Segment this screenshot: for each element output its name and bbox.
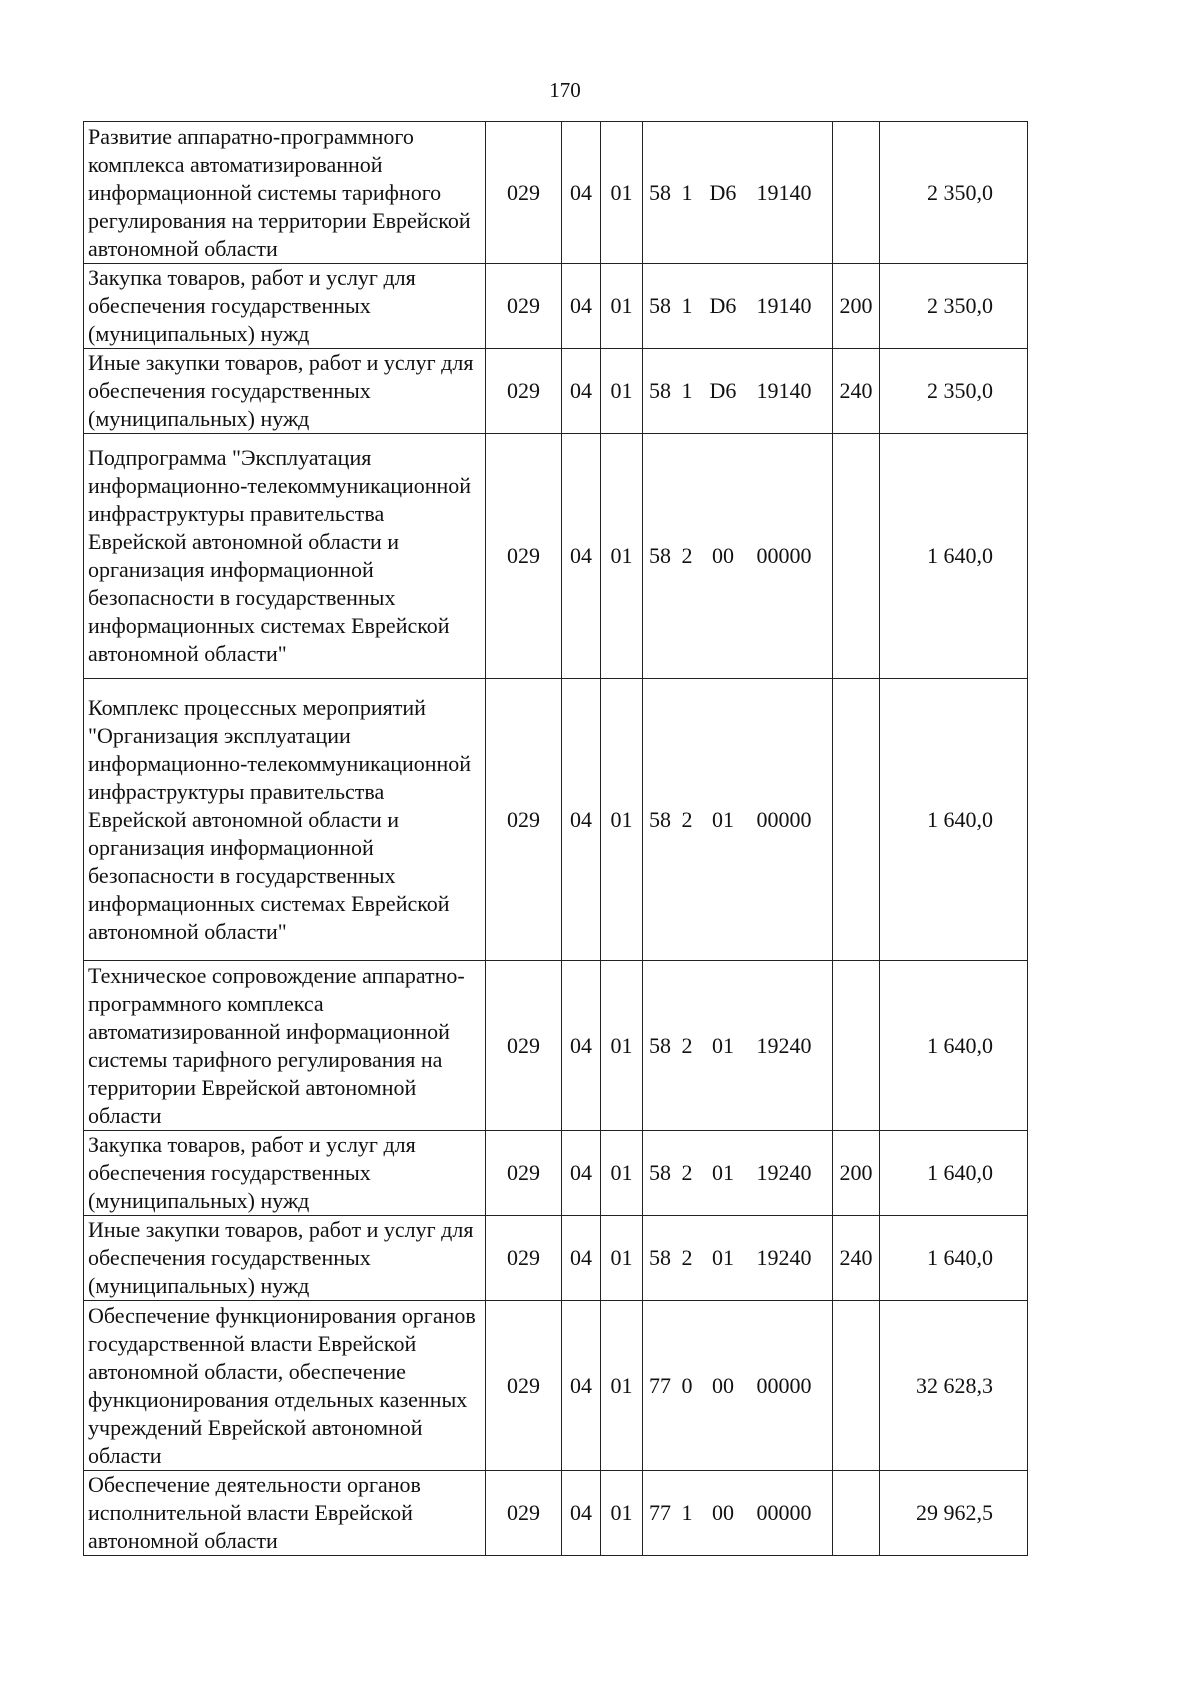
csr-sub: 2 [681,1245,693,1270]
vr-cell [833,679,880,961]
rz-cell: 04 [562,1301,601,1471]
amount-cell: 1 640,0 [880,1216,1028,1301]
csr-sub: 2 [681,806,693,832]
pr-cell: 01 [601,1131,643,1216]
vr-cell [833,434,880,679]
amount-cell: 1 640,0 [880,434,1028,679]
vr-cell [833,1301,880,1471]
pr-cell: 01 [601,1301,643,1471]
table-row [84,1471,1028,1556]
csr-program: 77 [649,1500,671,1525]
row-name: Подпрограмма "Эксплуатация информационно-телекоммуникационной инфраструктуры правительства Еврейской автономной области и организация информационной безопасности в государственных информационных системах Еврейской автономной области" [84,434,486,679]
gr-cell: 029 [486,679,562,961]
budget-table [83,121,1028,1556]
vr-cell [833,122,880,264]
csr-program: 58 [649,1245,671,1270]
row-name: Комплекс процессных мероприятий "Организация эксплуатации информационно-телекоммуникационной инфраструктуры правительства Еврейской автономной области и организация информационной безопасности в государственных информационных системах Еврейской автономной области" [84,679,486,961]
csr-sub: 2 [681,1160,693,1185]
pr-cell: 01 [601,264,643,349]
csr-code: 19140 [756,179,812,205]
amount-cell: 32 628,3 [880,1301,1028,1471]
csr-sub: 1 [681,293,693,318]
csr-event: 01 [712,1032,734,1058]
rz-cell: 04 [562,434,601,679]
csr-program: 58 [649,1032,671,1058]
row-name: Иные закупки товаров, работ и услуг для обеспечения государственных (муниципальных) нужд [84,349,486,434]
vr-cell: 240 [833,1216,880,1301]
gr-cell: 029 [486,122,562,264]
csr-program: 58 [649,543,671,568]
gr-cell: 029 [486,1131,562,1216]
row-name: Обеспечение деятельности органов исполнительной власти Еврейской автономной области [84,1471,486,1556]
table-row [84,1131,1028,1216]
pr-cell: 01 [601,122,643,264]
amount-cell: 29 962,5 [880,1471,1028,1556]
pr-cell: 01 [601,1471,643,1556]
table-row [84,122,1028,264]
csr-cell [643,122,833,264]
gr-cell: 029 [486,1216,562,1301]
gr-cell: 029 [486,434,562,679]
rz-cell: 04 [562,961,601,1131]
csr-code: 19140 [756,378,812,403]
pr-cell: 01 [601,349,643,434]
csr-program: 58 [649,1160,671,1185]
row-name: Развитие аппаратно-программного комплекса автоматизированной информационной системы тарифного регулирования на территории Еврейской автономной области [84,122,486,264]
csr-event: 00 [712,1500,734,1525]
csr-event: 00 [712,543,734,568]
csr-code: 19240 [756,1245,812,1270]
csr-sub: 2 [681,543,693,568]
amount-cell: 2 350,0 [880,264,1028,349]
table-row [84,264,1028,349]
table-row [84,961,1028,1131]
table-row [84,1216,1028,1301]
csr-event: D6 [709,378,737,403]
table-row [84,434,1028,679]
csr-code: 19240 [756,1032,812,1058]
row-name: Техническое сопровождение аппаратно-программного комплекса автоматизированной информационной системы тарифного регулирования на территории Еврейской автономной области [84,961,486,1131]
csr-cell [643,1216,833,1301]
rz-cell: 04 [562,349,601,434]
csr-event: 01 [712,1245,734,1270]
csr-event: 00 [712,1372,734,1398]
csr-sub: 1 [681,378,693,403]
rz-cell: 04 [562,1216,601,1301]
rz-cell: 04 [562,679,601,961]
vr-cell [833,1471,880,1556]
gr-cell: 029 [486,264,562,349]
pr-cell: 01 [601,961,643,1131]
page-number: 170 [549,78,581,102]
amount-cell: 2 350,0 [880,349,1028,434]
csr-cell [643,1131,833,1216]
csr-program: 58 [649,378,671,403]
row-name: Обеспечение функционирования органов государственной власти Еврейской автономной области, обеспечение функционирования отдельных казенных учреждений Еврейской автономной области [84,1301,486,1471]
pr-cell: 01 [601,434,643,679]
csr-program: 77 [649,1372,671,1398]
csr-cell [643,1301,833,1471]
csr-event: D6 [709,293,737,318]
table-row [84,349,1028,434]
rz-cell: 04 [562,264,601,349]
csr-sub: 2 [681,1032,693,1058]
table-row [84,1301,1028,1471]
csr-cell [643,679,833,961]
row-name: Закупка товаров, работ и услуг для обеспечения государственных (муниципальных) нужд [84,264,486,349]
csr-event: 01 [712,806,734,832]
amount-cell: 1 640,0 [880,1131,1028,1216]
pr-cell: 01 [601,1216,643,1301]
vr-cell: 200 [833,1131,880,1216]
row-name: Закупка товаров, работ и услуг для обеспечения государственных (муниципальных) нужд [84,1131,486,1216]
csr-sub: 1 [681,179,693,205]
rz-cell: 04 [562,1471,601,1556]
rz-cell: 04 [562,1131,601,1216]
csr-code: 00000 [756,806,812,832]
csr-sub: 0 [681,1372,693,1398]
csr-cell [643,264,833,349]
csr-event: 01 [712,1160,734,1185]
gr-cell: 029 [486,961,562,1131]
vr-cell: 200 [833,264,880,349]
vr-cell [833,961,880,1131]
csr-cell [643,961,833,1131]
csr-event: D6 [709,179,737,205]
csr-program: 58 [649,806,671,832]
gr-cell: 029 [486,1471,562,1556]
table-row [84,679,1028,961]
pr-cell: 01 [601,679,643,961]
amount-cell: 1 640,0 [880,961,1028,1131]
csr-cell [643,1471,833,1556]
row-name: Иные закупки товаров, работ и услуг для обеспечения государственных (муниципальных) нужд [84,1216,486,1301]
amount-cell: 1 640,0 [880,679,1028,961]
csr-code: 19140 [756,293,812,318]
amount-cell: 2 350,0 [880,122,1028,264]
csr-code: 00000 [756,1372,812,1398]
csr-cell [643,349,833,434]
gr-cell: 029 [486,349,562,434]
csr-code: 19240 [756,1160,812,1185]
vr-cell: 240 [833,349,880,434]
csr-program: 58 [649,293,671,318]
csr-cell [643,434,833,679]
csr-code: 00000 [756,543,812,568]
csr-program: 58 [649,179,671,205]
gr-cell: 029 [486,1301,562,1471]
rz-cell: 04 [562,122,601,264]
csr-code: 00000 [756,1500,812,1525]
csr-sub: 1 [681,1500,693,1525]
